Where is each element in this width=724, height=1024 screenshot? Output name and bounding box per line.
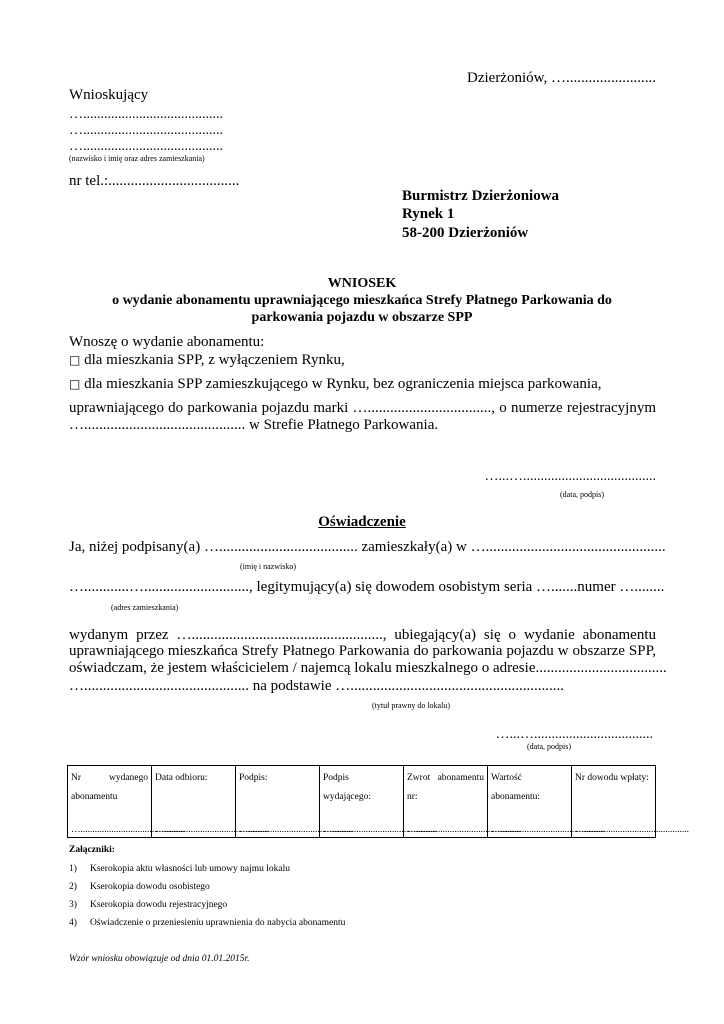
attachment-item: Kserokopia aktu własności lub umowy najmu lokalu — [90, 864, 290, 874]
attachment-number: 3) — [69, 900, 77, 910]
statement-line: oświadczam, że jestem właścicielem / najemcą lokalu mieszkalnego o adresie................................... — [69, 660, 667, 676]
attachment-number: 2) — [69, 882, 77, 892]
applicant-line: …........................................ — [69, 123, 223, 138]
statement-line: uprawniającego mieszkańca Strefy Płatnego Parkowania do parkowania pojazdu w obszarze SPP, — [69, 643, 656, 659]
table-cell: Nr dowodu wpłaty: …............................................ — [572, 766, 656, 838]
attachment-item: Oświadczenie o przeniesieniu uprawnienia do nabycia abonamentu — [90, 918, 346, 928]
signature-dots: …...…...................................... — [484, 469, 656, 484]
table-cell: Zwrot abonamentu nr: …............................................ — [404, 766, 488, 838]
option-label: dla mieszkania SPP, z wyłączeniem Rynku, — [84, 352, 345, 368]
recipient-city: 58-200 Dzierżoniów — [402, 225, 529, 241]
statement-line: …............…............................, legitymujący(a) się dowodem osobistym seria ….......numer …........ — [69, 579, 665, 595]
attachment-item: Kserokopia dowodu rejestracyjnego — [90, 900, 228, 910]
document-subtitle: o wydanie abonamentu uprawniającego mieszkańca Strefy Płatnego Parkowania do — [112, 293, 612, 308]
recipient-name: Burmistrz Dzierżoniowa — [402, 188, 560, 204]
signature-hint: (data, podpis) — [527, 742, 571, 751]
statement-line: …............................................ na podstawie …......................................................... — [69, 678, 564, 694]
table-cell: Podpis wydającego: …............................................ — [320, 766, 404, 838]
phone-field: nr tel.:................................... — [69, 173, 240, 189]
hint-address: (adres zamieszkania) — [111, 603, 179, 612]
applicant-line: …........................................ — [69, 139, 223, 154]
hint-name: (imię i nazwisko) — [240, 562, 296, 571]
statement-line: Ja, niżej podpisany(a) …..................................... zamieszkały(a) w …................................................ — [69, 539, 666, 555]
statement-title: Oświadczenie — [318, 514, 406, 530]
office-use-table — [67, 765, 689, 838]
signature-hint: (data, podpis) — [560, 490, 604, 499]
place-date: Dzierżoniów, …........................ — [467, 70, 656, 86]
vehicle-line: uprawniającego do parkowania pojazdu marki …................................., o numerze rejestracyjnym — [69, 400, 656, 416]
table-cell: Nr wydanego abonamentu …............................................ — [68, 766, 152, 838]
footer-note: Wzór wniosku obowiązuje od dnia 01.01.2015r. — [69, 954, 250, 964]
option-label: dla mieszkania SPP zamieszkującego w Rynku, bez ograniczenia miejsca parkowania, — [84, 376, 602, 392]
applicant-label: Wnioskujący — [69, 87, 149, 103]
option-dwelling — [69, 352, 345, 369]
document-title: WNIOSEK — [327, 276, 397, 291]
document-subtitle: parkowania pojazdu w obszarze SPP — [251, 310, 473, 325]
checkbox-icon[interactable]: □ — [69, 353, 81, 367]
option-market — [69, 376, 602, 393]
applicant-line: …........................................ — [69, 107, 223, 122]
hint-title: (tytuł prawny do lokalu) — [372, 701, 450, 710]
vehicle-line: …........................................... w Strefie Płatnego Parkowania. — [69, 417, 439, 433]
attachments-title: Załączniki: — [69, 845, 115, 855]
table-cell: Wartość abonamentu: …............................................ — [488, 766, 572, 838]
attachment-item: Kserokopia dowodu osobistego — [90, 882, 210, 892]
attachment-number: 4) — [69, 918, 77, 928]
statement-line: wydanym przez …..................................................., ubiegający(a) się o wydanie abonamentu — [69, 627, 656, 643]
checkbox-icon[interactable]: □ — [69, 377, 81, 391]
recipient-street: Rynek 1 — [402, 206, 455, 222]
signature-dots: …...….................................. — [495, 727, 653, 742]
request-intro: Wnoszę o wydanie abonamentu: — [69, 334, 265, 350]
table-cell: Data odbioru: …............................................ — [152, 766, 236, 838]
table-cell: Podpis: …............................................ — [236, 766, 320, 838]
attachment-number: 1) — [69, 864, 77, 874]
applicant-hint: (nazwisko i imię oraz adres zamieszkania) — [69, 154, 205, 163]
